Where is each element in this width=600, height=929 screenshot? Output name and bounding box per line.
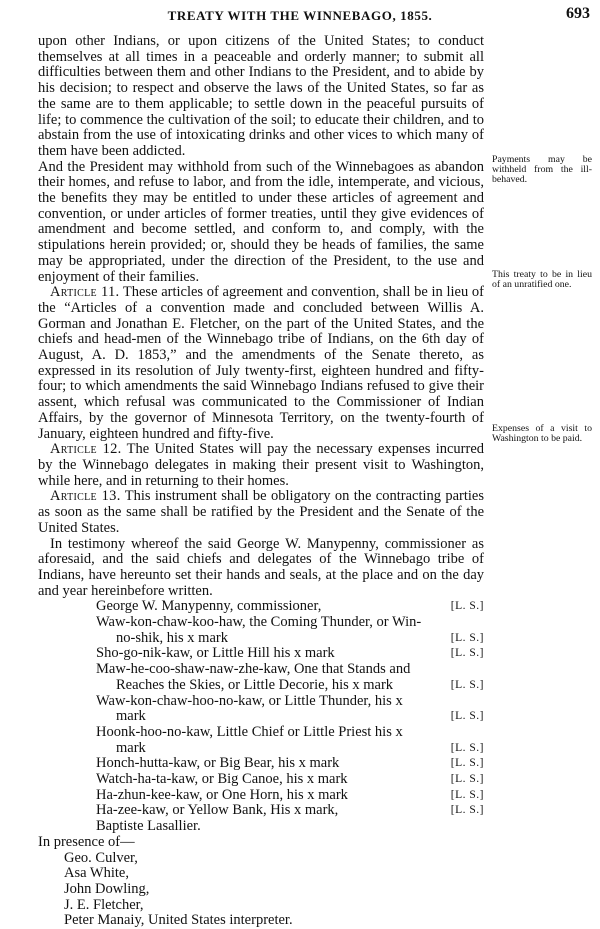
seal-mark: [L. S.] xyxy=(450,710,484,723)
margin-note-lieu: This treaty to be in lieu of an unratified one. xyxy=(492,269,592,290)
signature-list xyxy=(38,599,484,835)
witness-name: John Dowling, xyxy=(64,880,150,897)
paragraph-continuation: upon other Indians, or upon citizens of the United States; to conduct themselves at all times in a peaceable and orderly manner; to submit all difficulties between them and other Indians to the President, and to abide by his decision; to respect and observe the laws of the United States, so far as the same are to them applicable; to settle down in the peaceful pursuits of life; to commence the cultivation of the soil; to educate their children, and to abstain from the use of intoxicating drinks and other vices to which many of them have been addicted. xyxy=(38,33,484,159)
article-13-text: This instrument shall be obligatory on the contracting parties as soon as the same shall be ratified by the President and the Senate of the United States. xyxy=(38,488,484,536)
signature-line xyxy=(96,646,484,662)
witness-name: Geo. Culver, xyxy=(64,849,138,866)
witness-name: Asa White, xyxy=(64,865,129,882)
signature-line xyxy=(96,662,484,693)
seal-mark: [L. S.] xyxy=(450,600,484,613)
signatory-name: Baptiste Lasallier. xyxy=(96,818,201,835)
signatory-name: Honch-hutta-kaw, or Big Bear, his x mark xyxy=(96,755,340,772)
seal-mark: [L. S.] xyxy=(450,788,484,801)
seal-mark: [L. S.] xyxy=(450,804,484,817)
signatory-name: Hoonk-hoo-no-kaw, Little Chief or Little Priest his x mark xyxy=(96,723,403,756)
running-title: TREATY WITH THE WINNEBAGO, 1855. xyxy=(167,8,433,23)
article-11-label: Article 11. xyxy=(50,284,120,301)
main-text xyxy=(38,34,484,929)
signature-line xyxy=(96,803,484,819)
article-12 xyxy=(38,442,484,489)
seal-mark: [L. S.] xyxy=(450,757,484,770)
seal-mark: [L. S.] xyxy=(450,631,484,644)
witness-name: Peter Manaiy, United States interpreter. xyxy=(64,912,293,929)
signatory-name: Ha-zee-kaw, or Yellow Bank, His x mark, xyxy=(96,802,339,819)
signature-line xyxy=(96,694,484,725)
margin-note-expenses: Expenses of a visit to Washington to be paid. xyxy=(492,423,592,444)
witness-name: J. E. Fletcher, xyxy=(64,896,144,913)
article-11-text: These articles of agreement and convention, shall be in lieu of the “Articles of a convention made and concluded between Willis A. Gorman and Jonathan E. Fletcher, on the part of the United States, and the chiefs and head-men of the Winnebago tribe of Indians, on the 6th day of August, A. D. 1853,” and the amendments of the Senate thereto, as expressed in its resolution of July twenty-first, eighteen hundred and fifty-four; to which amendments the said Winnebago Indians refused to give their assent, which refusal was communicated to the Commissioner of Indian Affairs, by the governor of Minnesota Territory, on the twenty-fourth of January, eighteen hundred and fifty-five. xyxy=(38,284,484,442)
signatory-name: Waw-kon-chaw-hoo-no-kaw, or Little Thunder, his x mark xyxy=(96,692,403,725)
testimony-paragraph: In testimony whereof the said George W. Manypenny, commissioner as aforesaid, and the said chiefs and delegates of the Winnebago tribe of Indians, have hereunto set their hands and seals, at the place and on the day and year hereinbefore written. xyxy=(38,535,484,599)
running-header xyxy=(0,5,600,30)
seal-mark: [L. S.] xyxy=(450,678,484,691)
witness-heading: In presence of— xyxy=(38,833,135,850)
paragraph-withhold: And the President may withhold from such of the Winnebagoes as abandon their homes, and refuse to labor, and from the idle, intemperate, and vicious, the benefits they may be entitled to under these articles of agreement and convention, or under articles of former treaties, until they give evidences of amendment and become settled, and conform to, and comply, with the stipulations herein provided; or, should they be heads of families, the same may be appropriated, under the direction of the President, to the use and enjoyment of their families. xyxy=(38,158,484,285)
article-11 xyxy=(38,285,484,442)
article-12-label: Article 12. xyxy=(50,441,122,458)
signatory-name: Sho-go-nik-kaw, or Little Hill his x mark xyxy=(96,645,335,662)
page-number: 693 xyxy=(566,5,590,22)
article-12-text: The United States will pay the necessary expenses incurred by the Winnebago delegates in making their present visit to Washington, while here, and in returning to their homes. xyxy=(38,441,485,489)
signatory-name: Maw-he-coo-shaw-naw-zhe-kaw, One that Stands and Reaches the Skies, or Little Decorie, his x mark xyxy=(96,661,411,693)
signature-line xyxy=(96,788,484,804)
seal-mark: [L. S.] xyxy=(450,773,484,786)
signatory-name: George W. Manypenny, commissioner, xyxy=(96,598,322,615)
signatory-name: Waw-kon-chaw-koo-haw, the Coming Thunder, or Win-no-shik, his x mark xyxy=(96,614,422,646)
article-13 xyxy=(38,489,484,536)
signature-line xyxy=(96,615,484,646)
signature-line xyxy=(96,819,484,835)
signatory-name: Watch-ha-ta-kaw, or Big Canoe, his x mark xyxy=(96,771,348,788)
signature-line xyxy=(96,756,484,772)
seal-mark: [L. S.] xyxy=(450,647,484,660)
witness-list xyxy=(38,851,484,929)
signature-line xyxy=(96,725,484,756)
seal-mark: [L. S.] xyxy=(450,741,484,754)
signatory-name: Ha-zhun-kee-kaw, or One Horn, his x mark xyxy=(96,786,348,803)
article-13-label: Article 13. xyxy=(50,488,121,505)
signature-line xyxy=(96,772,484,788)
margin-note-withhold: Payments may be withheld from the ill-behaved. xyxy=(492,154,592,185)
signature-line xyxy=(96,599,484,615)
